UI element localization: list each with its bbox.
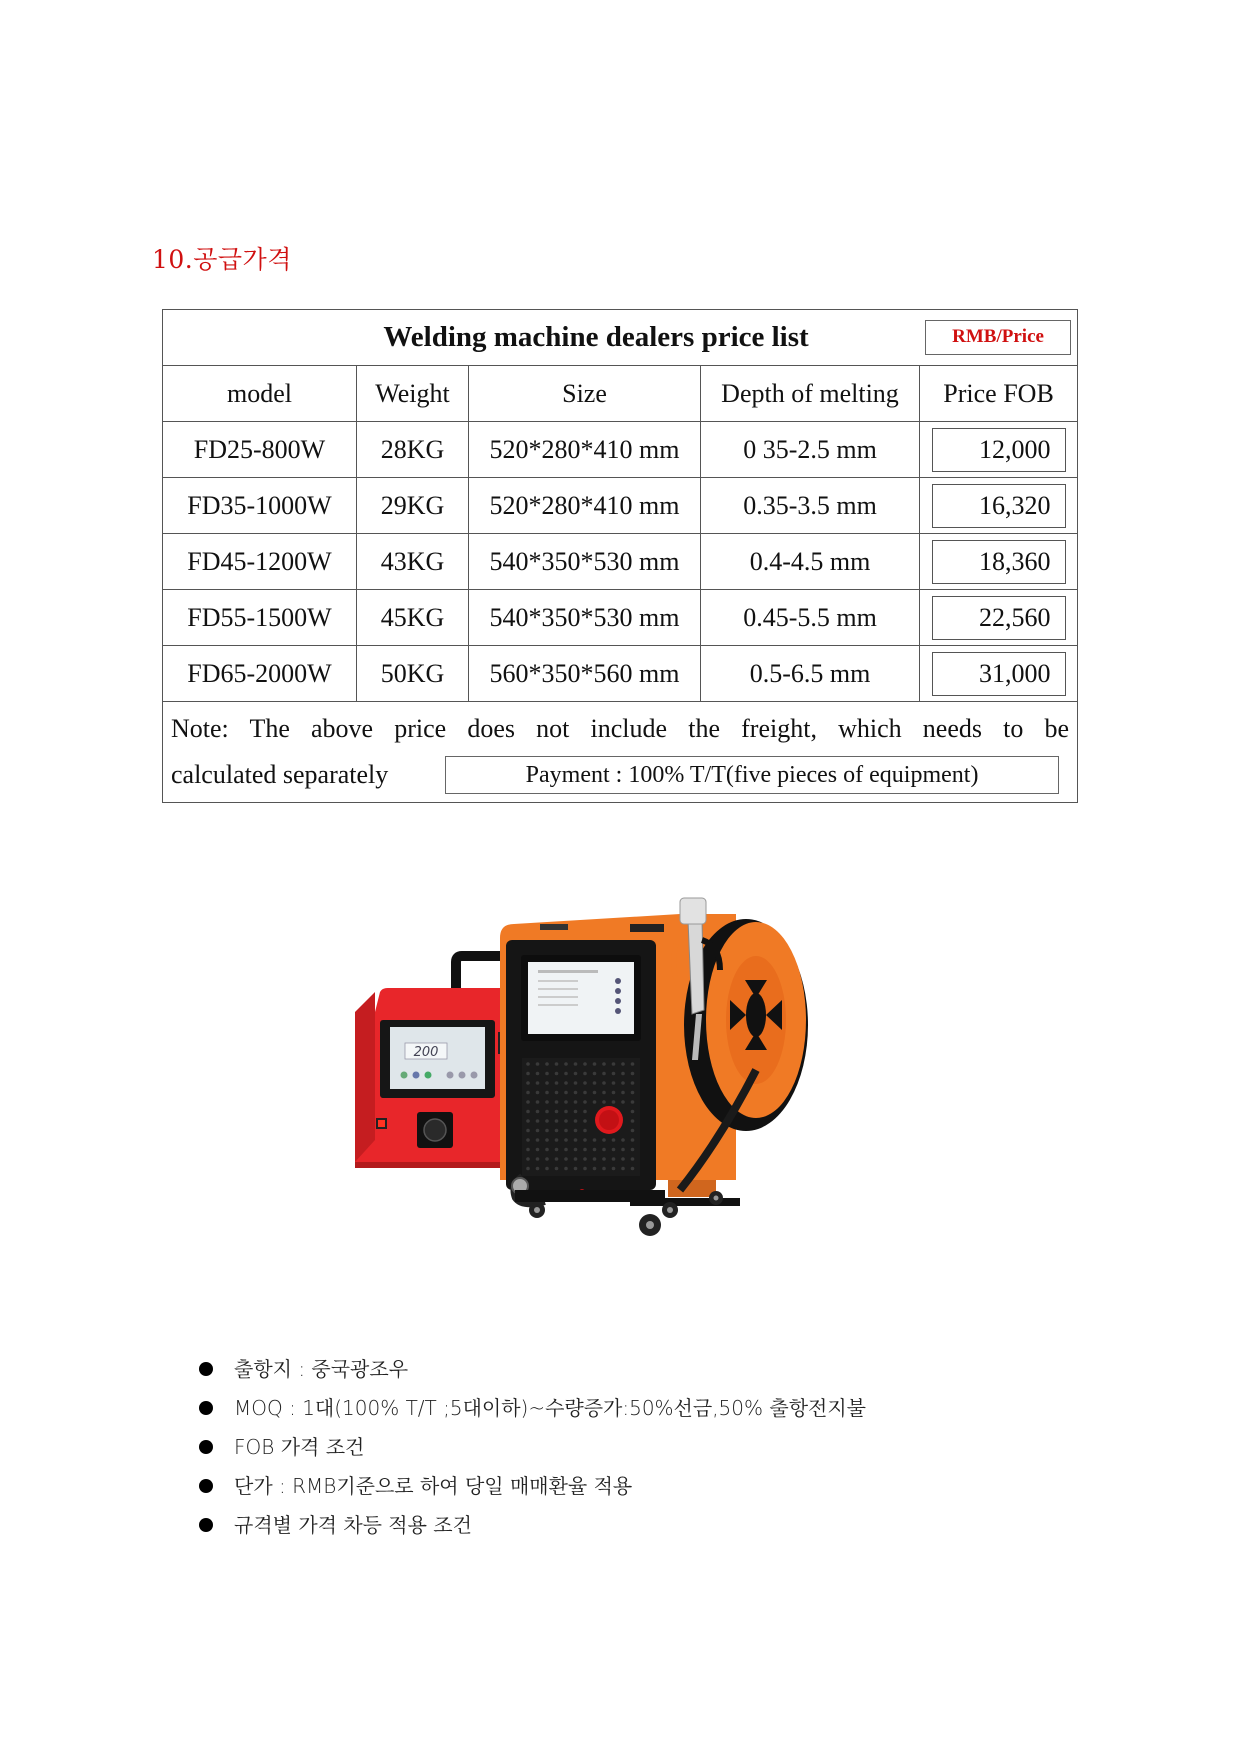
list-item <box>196 1432 866 1471</box>
term-text: FOB 가격 조건 <box>234 1435 365 1459</box>
cell-depth: 0.4-4.5 mm <box>701 534 920 590</box>
bullet-icon <box>199 1479 213 1493</box>
table-row <box>163 590 1078 646</box>
cell-model: FD35-1000W <box>163 478 357 534</box>
terms-list <box>196 1354 866 1549</box>
table-note-row <box>163 702 1078 803</box>
bullet-icon <box>199 1362 213 1376</box>
screen-value: 200 <box>413 1045 439 1060</box>
cell-depth: 0.35-3.5 mm <box>701 478 920 534</box>
bullet-icon <box>199 1440 213 1454</box>
bullet-icon <box>199 1518 213 1532</box>
term-text: 단가 : RMB기준으로 하여 당일 매매환율 적용 <box>234 1474 633 1498</box>
cell-price <box>920 478 1078 534</box>
cell-price <box>920 534 1078 590</box>
term-text: 규격별 가격 차등 적용 조건 <box>234 1513 472 1537</box>
section-title: 10.공급가격 <box>152 245 292 274</box>
currency-badge: RMB/Price <box>925 320 1071 355</box>
cell-depth: 0.5-6.5 mm <box>701 646 920 702</box>
cell-model: FD65-2000W <box>163 646 357 702</box>
header-model: model <box>163 366 357 422</box>
header-price: Price FOB <box>920 366 1078 422</box>
cell-size: 520*280*410 mm <box>469 422 701 478</box>
table-row <box>163 534 1078 590</box>
table-title-cell <box>163 310 1078 366</box>
price-value: 22,560 <box>932 596 1066 640</box>
header-depth: Depth of melting <box>701 366 920 422</box>
list-item <box>196 1471 866 1510</box>
cell-model: FD55-1500W <box>163 590 357 646</box>
cell-weight: 50KG <box>357 646 469 702</box>
cell-depth: 0.45-5.5 mm <box>701 590 920 646</box>
table-header-row <box>163 366 1078 422</box>
table-title-row <box>163 310 1078 366</box>
cell-weight: 29KG <box>357 478 469 534</box>
cell-size: 540*350*530 mm <box>469 534 701 590</box>
header-weight: Weight <box>357 366 469 422</box>
table-row <box>163 422 1078 478</box>
term-text: MOQ : 1대(100% T/T ;5대이하)~수량증가:50%선금,50% 출항전지불 <box>234 1396 866 1420</box>
cell-size: 540*350*530 mm <box>469 590 701 646</box>
note-cell <box>163 702 1078 803</box>
price-value: 18,360 <box>932 540 1066 584</box>
cell-model: FD25-800W <box>163 422 357 478</box>
price-value: 31,000 <box>932 652 1066 696</box>
cell-size: 520*280*410 mm <box>469 478 701 534</box>
price-value: 12,000 <box>932 428 1066 472</box>
cell-size: 560*350*560 mm <box>469 646 701 702</box>
list-item <box>196 1354 866 1393</box>
term-text: 출항지 : 중국광조우 <box>234 1357 409 1381</box>
header-size: Size <box>469 366 701 422</box>
table-title: Welding machine dealers price list <box>383 321 809 353</box>
cell-weight: 28KG <box>357 422 469 478</box>
cell-weight: 45KG <box>357 590 469 646</box>
note-line2 <box>171 752 1069 798</box>
list-item <box>196 1510 866 1549</box>
bullet-icon <box>199 1401 213 1415</box>
cell-weight: 43KG <box>357 534 469 590</box>
price-table <box>162 309 1078 803</box>
list-item <box>196 1393 866 1432</box>
table-row <box>163 478 1078 534</box>
cell-price <box>920 590 1078 646</box>
cell-price <box>920 646 1078 702</box>
payment-terms: Payment : 100% T/T(five pieces of equipment) <box>445 756 1059 794</box>
cell-depth: 0 35-2.5 mm <box>701 422 920 478</box>
note-text-line2: calculated separately <box>171 760 389 789</box>
price-value: 16,320 <box>932 484 1066 528</box>
cell-model: FD45-1200W <box>163 534 357 590</box>
welding-machine-image <box>300 880 900 1280</box>
table-row <box>163 646 1078 702</box>
note-text-line1: Note: The above price does not include the freight, which needs to be <box>171 714 1070 743</box>
cell-price <box>920 422 1078 478</box>
